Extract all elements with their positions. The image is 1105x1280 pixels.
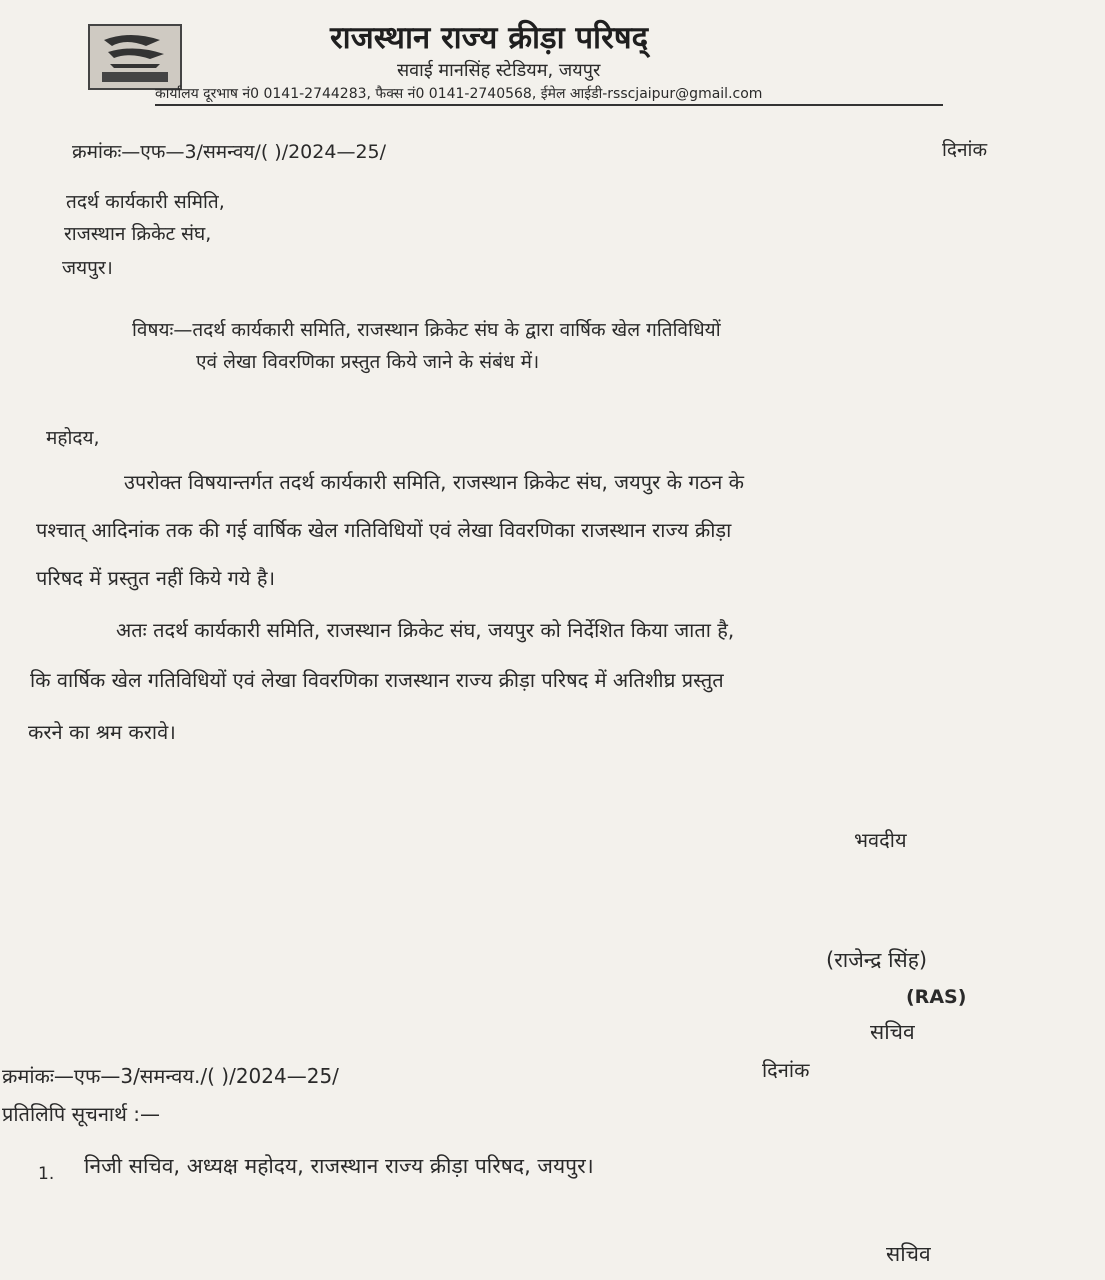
paragraph-line: परिषद में प्रस्तुत नहीं किये गये है। bbox=[36, 566, 276, 590]
subject-line: एवं लेखा विवरणिका प्रस्तुत किये जाने के संबंध में। bbox=[196, 351, 540, 373]
council-logo bbox=[88, 24, 182, 90]
paragraph-line: अतः तदर्थ कार्यकारी समिति, राजस्थान क्रिकेट संघ, जयपुर को निर्देशित किया जाता है, bbox=[116, 618, 735, 642]
date-label: दिनांक bbox=[942, 139, 988, 161]
closing: भवदीय bbox=[854, 828, 907, 852]
paragraph-line: करने का श्रम करावे। bbox=[28, 720, 176, 744]
letterhead-title: राजस्थान राज्य क्रीड़ा परिषद् bbox=[330, 20, 649, 56]
copy-date-label: दिनांक bbox=[762, 1058, 810, 1082]
letterhead-divider bbox=[155, 104, 943, 106]
addressee-line: राजस्थान क्रिकेट संघ, bbox=[64, 223, 212, 245]
paragraph-line: उपरोक्त विषयान्तर्गत तदर्थ कार्यकारी समिति, राजस्थान क्रिकेट संघ, जयपुर के गठन के bbox=[124, 470, 745, 494]
final-designation: सचिव bbox=[886, 1242, 931, 1266]
council-emblem-icon bbox=[90, 26, 180, 88]
copy-list-item: निजी सचिव, अध्यक्ष महोदय, राजस्थान राज्य क्रीड़ा परिषद, जयपुर। bbox=[84, 1154, 594, 1178]
subject-line: विषयः—तदर्थ कार्यकारी समिति, राजस्थान क्रिकेट संघ के द्वारा वार्षिक खेल गतिविधियों bbox=[132, 319, 721, 341]
signatory-name: (राजेन्द्र सिंह) bbox=[826, 948, 928, 972]
reference-number: क्रमांकः—एफ—3/समन्वय/( )/2024—25/ bbox=[72, 141, 387, 163]
signatory-designation: सचिव bbox=[870, 1020, 915, 1044]
copy-list-number: 1. bbox=[38, 1164, 55, 1184]
paragraph-line: कि वार्षिक खेल गतिविधियों एवं लेखा विवरणिका राजस्थान राज्य क्रीड़ा परिषद में अतिशीघ्र प्रस्तुत bbox=[30, 668, 724, 692]
letterhead-contact: कार्यालय दूरभाष नं0 0141-2744283, फैक्स नं0 0141-2740568, ईमेल आईडी-rsscjaipur@gmail.com bbox=[155, 86, 763, 102]
paragraph-line: पश्चात् आदिनांक तक की गई वार्षिक खेल गतिविधियों एवं लेखा विवरणिका राजस्थान राज्य क्रीड़ा bbox=[36, 518, 732, 542]
addressee-line: तदर्थ कार्यकारी समिति, bbox=[66, 191, 225, 213]
salutation: महोदय, bbox=[46, 427, 100, 449]
signatory-service: (RAS) bbox=[906, 986, 967, 1008]
letterhead-subtitle: सवाई मानसिंह स्टेडियम, जयपुर bbox=[397, 60, 601, 81]
copy-reference-number: क्रमांकः—एफ—3/समन्वय./( )/2024—25/ bbox=[2, 1064, 339, 1088]
copy-heading: प्रतिलिपि सूचनार्थ :— bbox=[2, 1102, 160, 1126]
addressee-line: जयपुर। bbox=[62, 257, 113, 279]
